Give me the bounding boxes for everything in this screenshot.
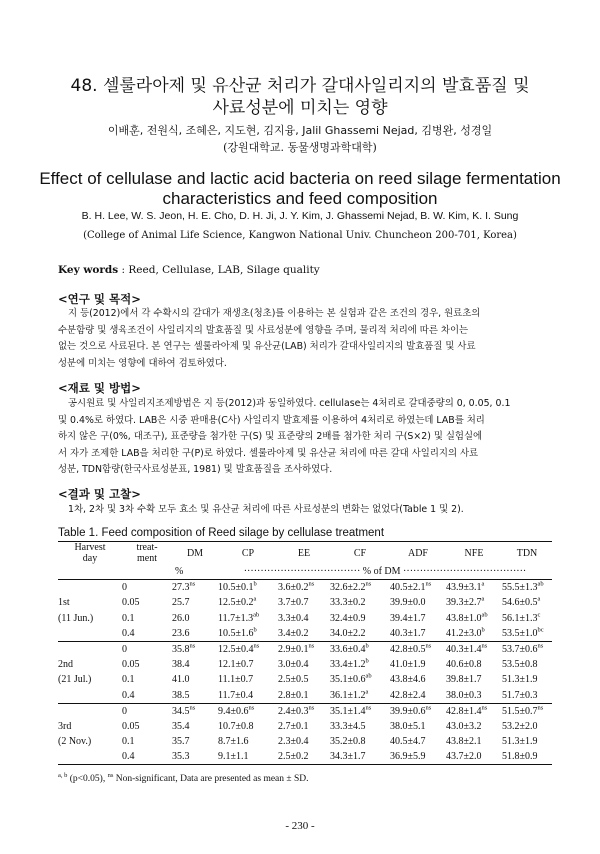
methods-line: 하지 않은 구(0%, 대조구), 표준량을 첨가한 구(S) 및 표준량의 2배를 첨가한 처리 구(S×2) 및 실험실에 [58, 431, 483, 443]
adf-cell [390, 580, 446, 596]
cp-value: 10.5±0.1 [218, 582, 254, 594]
dm-value: 35.8 [172, 644, 190, 656]
cf-cell [330, 734, 390, 749]
treatment-cell: 0.1 [122, 612, 135, 624]
cp-value: 10.5±1.6 [218, 627, 254, 639]
cp-value: 11.7±0.4 [218, 689, 254, 701]
header-cp: CP [218, 542, 278, 565]
table-unit-row [58, 564, 552, 580]
ee-significance: ns [308, 580, 315, 588]
tdn-cell [502, 641, 552, 657]
ee-cell [278, 611, 330, 626]
ee-value: 3.7±0.7 [278, 597, 309, 609]
ee-cell [278, 749, 330, 765]
tdn-value: 51.7±0.3 [502, 689, 538, 701]
nfe-value: 41.2±3.0 [446, 627, 482, 639]
nfe-cell [446, 734, 502, 749]
cf-value: 35.1±1.4 [330, 705, 366, 717]
table-row [58, 626, 552, 642]
cp-cell [218, 641, 278, 657]
header-ee: EE [278, 542, 330, 565]
tdn-value: 51.3±1.9 [502, 736, 538, 748]
table-row [58, 595, 552, 610]
ee-cell [278, 595, 330, 610]
harvest-cell-empty [58, 703, 122, 719]
cf-value: 34.0±2.2 [330, 627, 366, 639]
harvest-cell-empty [58, 626, 122, 642]
treatment-cell: 0.1 [122, 674, 135, 686]
korean-title-line-1: 48. 셀룰라아제 및 유산균 처리가 갈대사일리지의 발효품질 및 [70, 76, 530, 96]
tdn-value: 54.6±0.5 [502, 597, 538, 609]
ee-cell [278, 703, 330, 719]
treatment-cell: 0 [122, 705, 127, 717]
nfe-significance: b [481, 626, 485, 634]
cp-value: 9.4±0.6 [218, 705, 249, 717]
nfe-value: 40.6±0.8 [446, 659, 482, 671]
tdn-significance: bc [537, 626, 544, 634]
cp-value: 10.7±0.8 [218, 720, 254, 732]
korean-affiliation: (강원대학교. 동물생명과학대학) [223, 141, 377, 154]
cf-cell [330, 719, 390, 734]
treatment-cell: 0.1 [122, 736, 135, 748]
cf-cell [330, 580, 390, 596]
nfe-cell [446, 703, 502, 719]
cp-cell [218, 672, 278, 687]
tdn-significance: ab [537, 580, 544, 588]
adf-cell [390, 719, 446, 734]
cf-cell [330, 641, 390, 657]
ee-cell [278, 626, 330, 642]
nfe-value: 39.3±2.7 [446, 597, 482, 609]
table-row [58, 719, 552, 734]
ee-value: 3.0±0.4 [278, 659, 309, 671]
table-row [58, 580, 552, 596]
footnote-ns-marker: ns [107, 771, 114, 779]
nfe-cell [446, 595, 502, 610]
harvest-label: 2nd [58, 659, 73, 671]
nfe-significance: a [481, 580, 485, 588]
table-row [58, 641, 552, 657]
tdn-cell [502, 580, 552, 596]
treatment-cell: 0.05 [122, 597, 140, 609]
harvest-label: 1st [58, 597, 70, 609]
dm-cell [172, 611, 218, 626]
english-title-line-2: characteristics and feed composition [162, 189, 438, 208]
results-line: 1차, 2차 및 3차 수확 모두 효소 및 유산균 처리에 따른 사료성분의 변화는 없었다(Table 1 및 2). [68, 504, 464, 515]
tdn-significance: c [537, 611, 541, 619]
harvest-cell-empty [58, 641, 122, 657]
unit-of-dm: ··································· % of DM ····································· [218, 564, 552, 580]
ee-cell [278, 641, 330, 657]
tdn-value: 51.8±0.9 [502, 751, 538, 763]
ee-value: 2.4±0.3 [278, 705, 309, 717]
dm-value: 27.3 [172, 582, 190, 594]
adf-significance: ns [425, 642, 432, 650]
nfe-cell [446, 580, 502, 596]
adf-value: 39.4±1.7 [390, 612, 426, 624]
cf-value: 36.1±1.2 [330, 689, 366, 701]
cf-value: 33.3±0.2 [330, 597, 366, 609]
table-footnote: $^{a, b}$ (p<0.05), $^{ns}$ Non-significant, Data are presented as mean ± SD. [58, 771, 309, 784]
nfe-cell [446, 719, 502, 734]
cp-cell [218, 734, 278, 749]
header-harvest-day: Harvest day [58, 542, 122, 565]
ee-value: 2.8±0.1 [278, 689, 309, 701]
cp-cell [218, 719, 278, 734]
cf-cell [330, 657, 390, 672]
methods-paragraph [58, 396, 550, 479]
cp-cell [218, 626, 278, 642]
ee-significance: ns [308, 704, 315, 712]
cp-cell [218, 703, 278, 719]
nfe-significance: ns [481, 704, 488, 712]
ee-value: 2.7±0.1 [278, 720, 309, 732]
table-row [58, 657, 552, 672]
dm-cell [172, 626, 218, 642]
nfe-value: 40.3±1.4 [446, 644, 482, 656]
intro-paragraph [58, 306, 550, 372]
tdn-cell [502, 688, 552, 704]
methods-line: 성분, TDN함량(한국사료성분표, 1981) 및 발효품질을 조사하였다. [58, 464, 333, 476]
tdn-value: 53.5±1.0 [502, 627, 538, 639]
cf-value: 32.4±0.9 [330, 612, 366, 624]
table-caption: Table 1. Feed composition of Reed silage by cellulase treatment [58, 527, 385, 539]
treatment-cell: 0.05 [122, 720, 140, 732]
treatment-cell: 0.4 [122, 626, 172, 642]
dm-value: 35.7 [172, 736, 190, 748]
ee-value: 3.4±0.2 [278, 627, 309, 639]
cp-cell [218, 749, 278, 765]
adf-cell [390, 657, 446, 672]
tdn-cell [502, 719, 552, 734]
table-row [58, 688, 552, 704]
cf-significance: ab [365, 673, 372, 681]
cp-significance: a [253, 596, 257, 604]
nfe-significance: ns [481, 642, 488, 650]
header-cf: CF [330, 542, 390, 565]
tdn-cell [502, 595, 552, 610]
nfe-significance: ab [481, 611, 488, 619]
header-adf: ADF [390, 542, 446, 565]
cf-significance: b [365, 642, 369, 650]
ee-value: 2.9±0.1 [278, 644, 309, 656]
nfe-value: 43.9±3.1 [446, 582, 482, 594]
adf-cell [390, 595, 446, 610]
ee-significance: ns [308, 642, 315, 650]
feed-composition-table [58, 541, 552, 765]
keywords-label: Key words [58, 264, 119, 276]
cp-cell [218, 657, 278, 672]
harvest-date: (2 Nov.) [58, 736, 92, 748]
tdn-cell [502, 734, 552, 749]
cp-cell [218, 688, 278, 704]
dm-value: 26.0 [172, 612, 190, 624]
dm-cell [172, 641, 218, 657]
nfe-cell [446, 749, 502, 765]
section-heading-intro: <연구 및 목적> [58, 292, 141, 306]
tdn-significance: ns [537, 704, 544, 712]
cp-value: 9.1±1.1 [218, 751, 249, 763]
results-paragraph [58, 502, 550, 519]
adf-significance: ns [425, 704, 432, 712]
nfe-value: 39.8±1.7 [446, 674, 482, 686]
cp-value: 11.1±0.7 [218, 674, 254, 686]
adf-value: 42.8±2.4 [390, 689, 426, 701]
intro-line: 수분함량 및 생육조건이 사일리지의 발효품질 및 사료성분에 영향을 주며, 물리적 처리에 따른 차이는 [58, 324, 469, 336]
nfe-value: 43.0±3.2 [446, 720, 482, 732]
tdn-cell [502, 657, 552, 672]
cf-cell [330, 749, 390, 765]
cf-value: 33.6±0.4 [330, 644, 366, 656]
cf-value: 35.2±0.8 [330, 736, 366, 748]
methods-line: 서 자가 조제한 LAB을 처리한 구(P)로 하였다. 셀룰라아제 및 유산균 처리에 따른 갈대 사일리지의 사료 [58, 447, 479, 459]
english-authors: B. H. Lee, W. S. Jeon, H. E. Cho, D. H. Ji, J. Y. Kim, J. Ghassemi Nejad, B. W. Kim, K. I. Sung [81, 210, 519, 222]
tdn-value: 51.3±1.9 [502, 674, 538, 686]
cp-significance: b [253, 626, 257, 634]
cp-value: 12.5±0.2 [218, 597, 254, 609]
nfe-value: 42.8±1.4 [446, 705, 482, 717]
header-treatment: treat- ment [122, 542, 172, 565]
nfe-cell [446, 611, 502, 626]
adf-value: 39.9±0.0 [390, 597, 426, 609]
cp-significance: ab [253, 611, 260, 619]
dm-value: 25.7 [172, 597, 190, 609]
dm-cell [172, 688, 218, 704]
cf-significance: ns [365, 580, 372, 588]
adf-cell [390, 641, 446, 657]
ee-value: 2.3±0.4 [278, 736, 309, 748]
adf-cell [390, 626, 446, 642]
cp-cell [218, 580, 278, 596]
dm-cell [172, 719, 218, 734]
harvest-label: 3rd [58, 720, 72, 732]
keywords-text: : Reed, Cellulase, LAB, Silage quality [118, 264, 320, 276]
header-nfe: NFE [446, 542, 502, 565]
dm-cell [172, 657, 218, 672]
harvest-cell-empty [58, 749, 122, 765]
nfe-value: 43.8±2.1 [446, 736, 482, 748]
tdn-value: 55.5±1.3 [502, 582, 538, 594]
intro-line: 없는 것으로 사료된다. 본 연구는 셀룰라아제 및 유산균(LAB) 처리가 갈대사일리지의 발효품질 및 사료 [58, 341, 476, 353]
ee-cell [278, 734, 330, 749]
cf-significance: a [365, 688, 369, 696]
ee-cell [278, 719, 330, 734]
table-row [58, 672, 552, 687]
nfe-cell [446, 657, 502, 672]
dm-significance: ns [189, 580, 196, 588]
section-heading-methods: <재료 및 방법> [58, 381, 141, 395]
intro-line: 성분에 미치는 영향에 대하여 검토하였다. [58, 357, 227, 369]
dm-cell [172, 580, 218, 596]
nfe-value: 43.7±2.0 [446, 751, 482, 763]
cf-cell [330, 611, 390, 626]
tdn-value: 53.2±2.0 [502, 720, 538, 732]
nfe-cell [446, 688, 502, 704]
adf-cell [390, 672, 446, 687]
table-header-row [58, 542, 552, 565]
cp-value: 12.1±0.7 [218, 659, 254, 671]
cp-significance: ns [253, 642, 260, 650]
cf-value: 35.1±0.6 [330, 674, 366, 686]
tdn-cell [502, 703, 552, 719]
cp-cell [218, 611, 278, 626]
harvest-date: (21 Jul.) [58, 674, 92, 686]
ee-value: 2.5±0.2 [278, 751, 309, 763]
adf-value: 40.5±4.7 [390, 736, 426, 748]
dm-cell [172, 672, 218, 687]
treatment-cell: 0 [122, 582, 127, 594]
treatment-cell: 0.4 [122, 688, 172, 704]
table-body [58, 580, 552, 765]
dm-value: 35.3 [172, 751, 190, 763]
dm-value: 38.4 [172, 659, 190, 671]
adf-value: 38.0±5.1 [390, 720, 426, 732]
adf-value: 36.9±5.9 [390, 751, 426, 763]
tdn-value: 53.7±0.6 [502, 644, 538, 656]
ee-value: 2.5±0.5 [278, 674, 309, 686]
nfe-cell [446, 626, 502, 642]
adf-cell [390, 688, 446, 704]
harvest-date: (11 Jun.) [58, 612, 94, 624]
dm-cell [172, 749, 218, 765]
adf-value: 43.8±4.6 [390, 674, 426, 686]
header-tdn: TDN [502, 542, 552, 565]
section-heading-results: <결과 및 고찰> [58, 487, 141, 501]
tdn-value: 51.5±0.7 [502, 705, 538, 717]
treatment-cell: 0.05 [122, 659, 140, 671]
tdn-cell [502, 611, 552, 626]
cp-cell [218, 595, 278, 610]
ee-value: 3.3±0.4 [278, 612, 309, 624]
treatment-cell: 0.4 [122, 749, 172, 765]
cp-significance: b [253, 580, 257, 588]
adf-value: 41.0±1.9 [390, 659, 426, 671]
dm-cell [172, 703, 218, 719]
cf-value: 32.6±2.2 [330, 582, 366, 594]
cf-significance: b [365, 657, 369, 665]
table-row [58, 749, 552, 765]
cf-value: 34.3±1.7 [330, 751, 366, 763]
korean-title-line-2: 사료성분에 미치는 영향 [212, 98, 388, 118]
methods-line: 공시원료 및 사일리지조제방법은 지 등(2012)과 동일하였다. cellulase는 4처리로 갈대중량의 0, 0.05, 0.1 [68, 398, 511, 409]
english-affiliation: (College of Animal Life Science, Kangwon National Univ. Chuncheon 200-701, Korea) [83, 230, 517, 241]
korean-authors: 이배훈, 전원식, 조혜은, 지도현, 김지융, Jalil Ghassemi Nejad, 김병완, 성경일 [107, 124, 493, 137]
nfe-cell [446, 641, 502, 657]
adf-cell [390, 703, 446, 719]
tdn-cell [502, 749, 552, 765]
methods-line: 및 0.4%로 하였다. LAB은 시중 판매용(C사) 사일리지 발효제를 이용하여 4처리로 하였는데 LAB를 처리 [58, 414, 485, 426]
cp-significance: ns [248, 704, 255, 712]
table-row [58, 611, 552, 626]
cf-cell [330, 672, 390, 687]
adf-value: 40.5±2.1 [390, 582, 426, 594]
cf-cell [330, 688, 390, 704]
cf-cell [330, 703, 390, 719]
cp-value: 12.5±0.4 [218, 644, 254, 656]
harvest-cell-empty [58, 688, 122, 704]
intro-line: 지 등(2012)에서 각 수확시의 갈대가 재생초(청초)를 이용하는 본 실험과 같은 조건의 경우, 원료초의 [68, 308, 481, 319]
adf-value: 39.9±0.6 [390, 705, 426, 717]
tdn-significance: a [537, 596, 541, 604]
dm-value: 34.5 [172, 705, 190, 717]
ee-value: 3.6±0.2 [278, 582, 309, 594]
dm-significance: ns [189, 642, 196, 650]
page-number: - 230 - [285, 820, 315, 832]
nfe-cell [446, 672, 502, 687]
tdn-significance: ns [537, 642, 544, 650]
adf-cell [390, 749, 446, 765]
ee-cell [278, 657, 330, 672]
dm-cell [172, 595, 218, 610]
adf-cell [390, 734, 446, 749]
nfe-value: 43.8±1.0 [446, 612, 482, 624]
footnote-ab-marker: a, b [58, 771, 68, 779]
nfe-significance: a [481, 596, 485, 604]
tdn-cell [502, 626, 552, 642]
keywords-line [58, 262, 558, 278]
adf-significance: ns [425, 580, 432, 588]
cp-value: 8.7±1.6 [218, 736, 249, 748]
dm-significance: ns [189, 704, 196, 712]
tdn-value: 56.1±1.3 [502, 612, 538, 624]
nfe-value: 38.0±0.3 [446, 689, 482, 701]
cf-value: 33.3±4.5 [330, 720, 366, 732]
table-row [58, 734, 552, 749]
harvest-cell-empty [58, 580, 122, 596]
treatment-cell: 0 [122, 644, 127, 656]
cp-value: 11.7±1.3 [218, 612, 254, 624]
ee-cell [278, 688, 330, 704]
english-title-line-1: Effect of cellulase and lactic acid bacteria on reed silage fermentation [39, 169, 561, 188]
adf-cell [390, 611, 446, 626]
adf-value: 42.8±0.5 [390, 644, 426, 656]
dm-cell [172, 734, 218, 749]
unit-dm: % [172, 564, 218, 580]
tdn-value: 53.5±0.8 [502, 659, 538, 671]
cf-cell [330, 595, 390, 610]
dm-value: 38.5 [172, 689, 190, 701]
table-row [58, 703, 552, 719]
cf-value: 33.4±1.2 [330, 659, 366, 671]
tdn-cell [502, 672, 552, 687]
dm-value: 35.4 [172, 720, 190, 732]
dm-value: 23.6 [172, 627, 190, 639]
cf-significance: ns [365, 704, 372, 712]
header-dm: DM [172, 542, 218, 565]
ee-cell [278, 672, 330, 687]
cf-cell [330, 626, 390, 642]
dm-value: 41.0 [172, 674, 190, 686]
ee-cell [278, 580, 330, 596]
adf-value: 40.3±1.7 [390, 627, 426, 639]
